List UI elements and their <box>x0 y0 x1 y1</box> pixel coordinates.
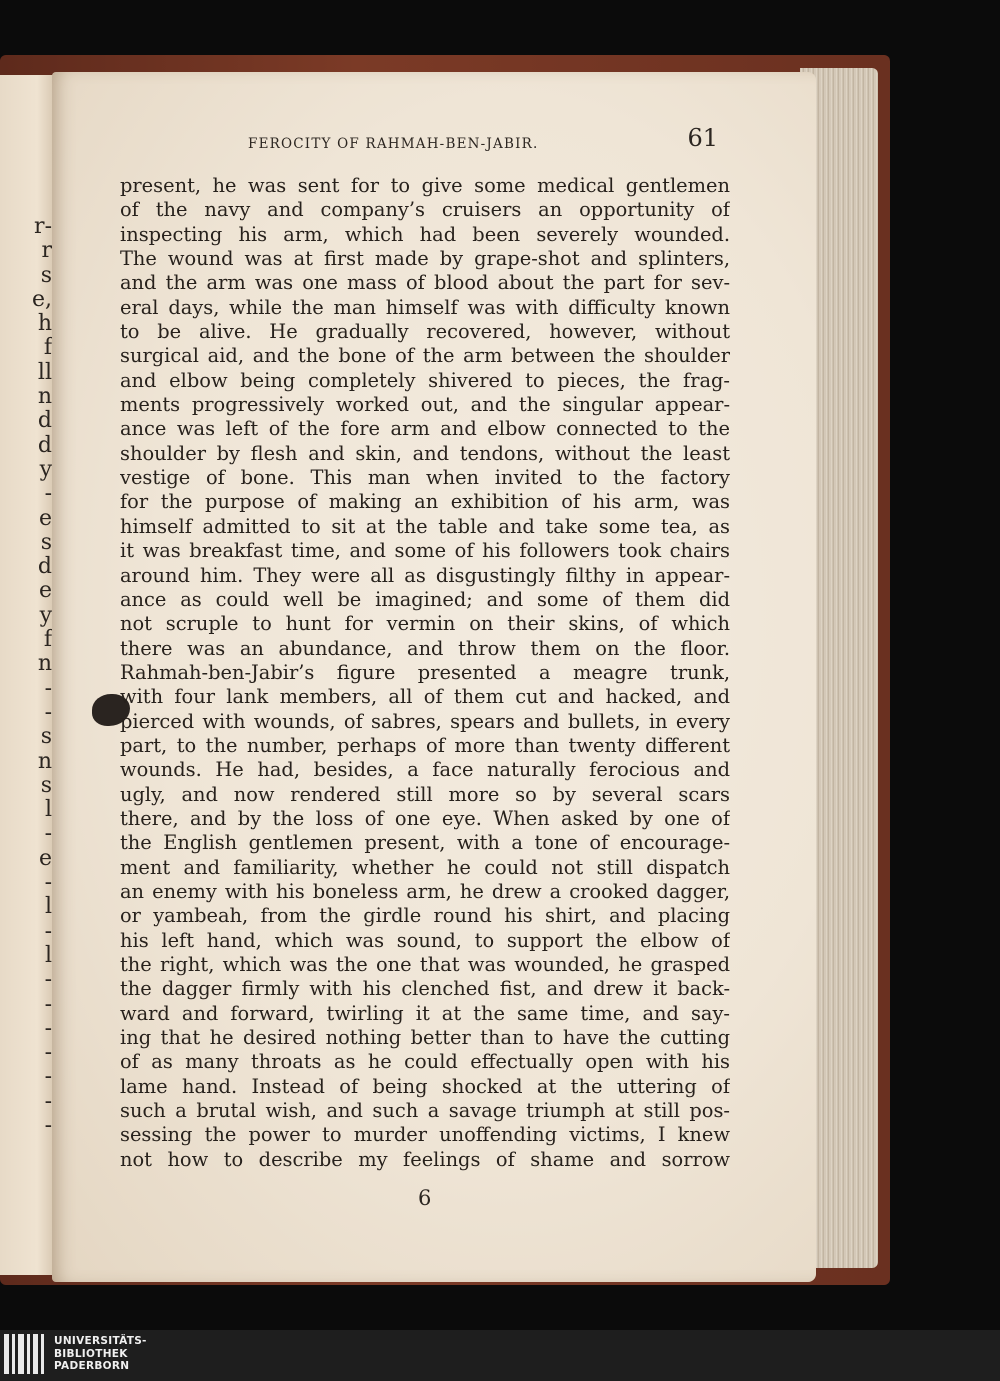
bleed-letter: n <box>37 748 52 774</box>
bleed-letter: h <box>37 311 52 337</box>
text-line: ing that he desired nothing better than to have the cutting <box>120 1026 730 1050</box>
text-line: surgical aid, and the bone of the arm between the shoulder <box>120 344 730 368</box>
text-line: ance was left of the fore arm and elbow connected to the <box>120 417 730 441</box>
text-line: the English gentlemen present, with a tone of encourage- <box>120 831 730 855</box>
text-line: it was breakfast time, and some of his followers took chairs <box>120 539 730 563</box>
text-line: there was an abundance, and throw them on the floor. <box>120 636 730 660</box>
bleed-letter: l <box>44 894 52 920</box>
text-line: to be alive. He gradually recovered, however, without <box>120 320 730 344</box>
text-line: ward and forward, twirling it at the same time, and say- <box>120 1001 730 1025</box>
bleed-letter: s <box>40 529 52 555</box>
bleed-letter: d <box>37 408 52 434</box>
bleed-letter: - <box>44 1112 52 1138</box>
bleed-letter: l <box>44 942 52 968</box>
bleed-letter: n <box>37 651 52 677</box>
text-line: ugly, and now rendered still more so by several scars <box>120 782 730 806</box>
bleed-letter: - <box>44 821 52 847</box>
bleed-letter: e <box>38 845 52 871</box>
text-line: present, he was sent for to give some medical gentlemen <box>120 174 730 197</box>
running-head: FEROCITY OF RAHMAH-BEN-JABIR. <box>248 136 539 152</box>
bleed-letter: - <box>44 918 52 944</box>
bleed-letter: - <box>44 481 52 507</box>
text-line: or yambeah, from the girdle round his shirt, and placing <box>120 904 730 928</box>
text-line: pierced with wounds, of sabres, spears and bullets, in every <box>120 709 730 733</box>
text-line: inspecting his arm, which had been severely wounded. <box>120 222 730 246</box>
text-line: vestige of bone. This man when invited to the factory <box>120 466 730 490</box>
logo-line: BIBLIOTHEK <box>54 1347 128 1360</box>
bleed-letter: s <box>40 772 52 798</box>
text-line: the right, which was the one that was wounded, he grasped <box>120 953 730 976</box>
bleed-letter: y <box>39 602 52 628</box>
text-line: the dagger firmly with his clenched fist, and drew it back- <box>120 977 730 1001</box>
bleed-letter: - <box>44 991 52 1017</box>
library-logo-text <box>54 1335 147 1373</box>
text-line: ments progressively worked out, and the singular appear- <box>120 393 730 417</box>
text-line: and elbow being completely shivered to pieces, the frag- <box>120 368 730 392</box>
bleed-letter: - <box>44 967 52 993</box>
text-line: lame hand. Instead of being shocked at the uttering of <box>120 1074 730 1098</box>
bleed-letter: e <box>38 578 52 604</box>
text-line: ment and familiarity, whether he could not still dispatch <box>120 855 730 879</box>
text-line: an enemy with his boneless arm, he drew a crooked dagger, <box>120 879 730 903</box>
bleed-letter: - <box>44 1088 52 1114</box>
text-line: shoulder by flesh and skin, and tendons, without the least <box>120 441 730 465</box>
text-line: wounds. He had, besides, a face naturally ferocious and <box>120 758 730 782</box>
bleed-letter: y <box>39 456 52 482</box>
bleed-letter: r- <box>34 214 52 239</box>
text-line: eral days, while the man himself was with difficulty known <box>120 295 730 319</box>
text-line: there, and by the loss of one eye. When asked by one of <box>120 806 730 830</box>
bleed-letter: - <box>44 675 52 701</box>
text-line: of as many throats as he could effectually open with his <box>120 1050 730 1074</box>
text-line: ance as could well be imagined; and some of them did <box>120 587 730 611</box>
text-line: part, to the number, perhaps of more than twenty different <box>120 733 730 757</box>
bleed-letter: s <box>40 724 52 750</box>
logo-line: PADERBORN <box>54 1360 130 1372</box>
bleed-letter: e, <box>31 286 52 312</box>
text-line: The wound was at first made by grape-shot and splinters, <box>120 247 730 271</box>
bleed-letter: ll <box>37 359 52 385</box>
bleed-letter: r <box>41 238 52 264</box>
bleed-letter: d <box>37 554 52 580</box>
text-line: with four lank members, all of them cut and hacked, and <box>120 685 730 709</box>
bleed-letter: l <box>44 797 52 823</box>
library-footer <box>0 1330 1000 1381</box>
text-line: for the purpose of making an exhibition of his arm, was <box>120 490 730 514</box>
left-page-text-fragment <box>30 215 52 1138</box>
text-line: not how to describe my feelings of shame and sorrow <box>120 1147 730 1171</box>
bleed-letter: s <box>40 262 52 288</box>
text-line: Rahmah-ben-Jabir’s figure presented a meagre trunk, <box>120 660 730 684</box>
bleed-letter: f <box>43 627 52 653</box>
bleed-letter: f <box>43 335 52 361</box>
text-line: such a brutal wish, and such a savage triumph at still pos- <box>120 1099 730 1123</box>
page-number: 61 <box>687 124 718 152</box>
body-text <box>120 174 730 1172</box>
bleed-letter: - <box>44 699 52 725</box>
text-line: sessing the power to murder unoffending victims, I knew <box>120 1123 730 1147</box>
bleed-letter: d <box>37 432 52 458</box>
logo-line: UNIVERSITÄTS- <box>54 1335 147 1347</box>
text-line: and the arm was one mass of blood about the part for sev- <box>120 271 730 295</box>
bleed-letter: - <box>44 1040 52 1066</box>
bleed-letter: - <box>44 870 52 896</box>
text-line: of the navy and company’s cruisers an opportunity of <box>120 198 730 222</box>
library-logo-icon <box>4 1334 46 1374</box>
signature-mark: 6 <box>418 1186 432 1210</box>
text-line: not scruple to hunt for vermin on their skins, of which <box>120 612 730 636</box>
text-line: around him. They were all as disgustingly filthy in appear- <box>120 563 730 587</box>
bleed-letter: - <box>44 1064 52 1090</box>
bleed-letter: n <box>37 384 52 410</box>
bleed-letter: e <box>38 505 52 531</box>
bleed-letter: - <box>44 1015 52 1041</box>
text-line: himself admitted to sit at the table and take some tea, as <box>120 514 730 538</box>
text-line: his left hand, which was sound, to support the elbow of <box>120 928 730 952</box>
